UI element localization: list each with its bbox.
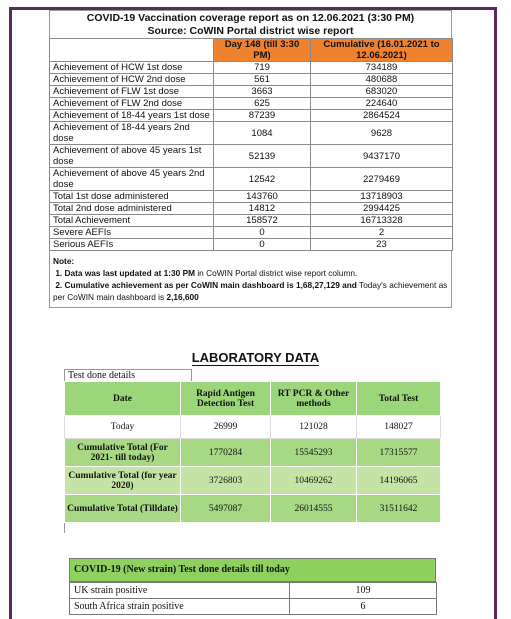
vaccination-row-cumulative-value: 734189 [311,62,453,74]
note-2-mid: Today's achievement as per CoWIN main dashboard is [53,280,448,302]
vaccination-row-label: Total Achievement [50,215,214,227]
laboratory-row [65,439,441,467]
strain-table [69,582,437,615]
vaccination-row-day-value: 0 [214,227,311,239]
strain-section [69,558,436,615]
lab-row-total: 17315577 [357,439,441,467]
vaccination-row-cumulative-value: 683020 [311,86,453,98]
note-label: Note: [53,256,75,266]
laboratory-heading [0,350,511,365]
vaccination-row-day-value: 0 [214,239,311,251]
vaccination-row-label: Serious AEFIs [50,239,214,251]
laboratory-header-row [65,382,441,416]
lab-row-rat: 26999 [181,416,271,439]
vaccination-row-label: Achievement of 18-44 years 2nd dose [50,122,214,145]
lab-row-rat: 3726803 [181,467,271,495]
vaccination-row-cumulative-value: 2 [311,227,453,239]
vaccination-row [50,110,453,122]
laboratory-footer-space [64,523,440,533]
lab-row-label: Cumulative Total (For 2021- till today) [65,439,181,467]
vaccination-row [50,62,453,74]
vaccination-note [49,251,452,308]
vaccination-title-block [49,10,452,38]
vaccination-source: Source: CoWIN Portal district wise report [147,25,354,37]
vaccination-header-cumulative: Cumulative (16.01.2021 to 12.06.2021) [311,39,453,62]
laboratory-subtitle: Test done details [64,369,192,381]
vaccination-row [50,86,453,98]
note-1-suffix: in CoWIN Portal district wise report column. [195,268,358,278]
lab-row-total: 14196065 [357,467,441,495]
lab-row-label: Cumulative Total (Tilldate) [65,495,181,523]
vaccination-row [50,74,453,86]
vaccination-row [50,203,453,215]
vaccination-row-label: Achievement of above 45 years 2nd dose [50,168,214,191]
vaccination-row [50,145,453,168]
laboratory-row [65,416,441,439]
vaccination-row-day-value: 158572 [214,215,311,227]
strain-row [70,599,437,615]
lab-header-date: Date [65,382,181,416]
laboratory-row [65,467,441,495]
vaccination-row-label: Total 1st dose administered [50,191,214,203]
vaccination-row [50,168,453,191]
strain-row [70,583,437,599]
vaccination-row-day-value: 143760 [214,191,311,203]
vaccination-row-cumulative-value: 480688 [311,74,453,86]
lab-row-total: 148027 [357,416,441,439]
lab-header-total: Total Test [357,382,441,416]
lab-row-rtpcr: 15545293 [271,439,357,467]
vaccination-row-day-value: 561 [214,74,311,86]
vaccination-row-label: Achievement of 18-44 years 1st dose [50,110,214,122]
vaccination-row-cumulative-value: 9437170 [311,145,453,168]
vaccination-row [50,191,453,203]
vaccination-table [49,38,453,251]
strain-row-label: South Africa strain positive [70,599,290,615]
vaccination-row-cumulative-value: 23 [311,239,453,251]
vaccination-row-cumulative-value: 2864524 [311,110,453,122]
strain-row-label: UK strain positive [70,583,290,599]
note-2-prefix: 2. Cumulative achievement as per CoWIN main dashboard is 1,68,27,129 and [55,280,357,290]
vaccination-row-label: Achievement of above 45 years 1st dose [50,145,214,168]
note-1-prefix: 1. Data was last updated at 1:30 PM [55,268,196,278]
note-2-value: 2,16,600 [166,292,199,302]
lab-row-total: 31511642 [357,495,441,523]
lab-row-label: Cumulative Total (for year 2020) [65,467,181,495]
vaccination-row-cumulative-value: 9628 [311,122,453,145]
laboratory-table [64,381,441,523]
vaccination-row-cumulative-value: 16713328 [311,215,453,227]
laboratory-section [64,369,440,533]
vaccination-row-cumulative-value: 13718903 [311,191,453,203]
vaccination-row-label: Achievement of HCW 1st dose [50,62,214,74]
vaccination-row-day-value: 719 [214,62,311,74]
vaccination-row-label: Achievement of HCW 2nd dose [50,74,214,86]
vaccination-row-day-value: 14812 [214,203,311,215]
vaccination-report [49,10,452,308]
vaccination-row-label: Severe AEFIs [50,227,214,239]
strain-row-value: 109 [290,583,437,599]
laboratory-row [65,495,441,523]
vaccination-row [50,239,453,251]
strain-title: COVID-19 (New strain) Test done details till today [69,558,436,582]
vaccination-row-label: Achievement of FLW 2nd dose [50,98,214,110]
lab-row-label: Today [65,416,181,439]
vaccination-row-day-value: 1084 [214,122,311,145]
vaccination-row-day-value: 52139 [214,145,311,168]
vaccination-row-label: Total 2nd dose administered [50,203,214,215]
vaccination-row-cumulative-value: 2994425 [311,203,453,215]
vaccination-row-day-value: 3663 [214,86,311,98]
vaccination-header-row [50,39,453,62]
lab-row-rat: 5497087 [181,495,271,523]
vaccination-header-day: Day 148 (till 3:30 PM) [214,39,311,62]
vaccination-title: COVID-19 Vaccination coverage report as on 12.06.2021 (3:30 PM) [86,12,415,24]
vaccination-row [50,215,453,227]
vaccination-row-day-value: 87239 [214,110,311,122]
laboratory-heading-text: LABORATORY DATA [191,350,320,365]
lab-header-rat: Rapid Antigen Detection Test [181,382,271,416]
vaccination-row-day-value: 12542 [214,168,311,191]
vaccination-row [50,227,453,239]
vaccination-row [50,98,453,110]
vaccination-row-label: Achievement of FLW 1st dose [50,86,214,98]
lab-row-rtpcr: 10469262 [271,467,357,495]
vaccination-row-cumulative-value: 224640 [311,98,453,110]
vaccination-header-blank [50,39,214,62]
lab-header-rtpcr: RT PCR & Other methods [271,382,357,416]
lab-row-rtpcr: 26014555 [271,495,357,523]
strain-row-value: 6 [290,599,437,615]
vaccination-row [50,122,453,145]
vaccination-row-day-value: 625 [214,98,311,110]
vaccination-row-cumulative-value: 2279469 [311,168,453,191]
lab-row-rat: 1770284 [181,439,271,467]
lab-row-rtpcr: 121028 [271,416,357,439]
